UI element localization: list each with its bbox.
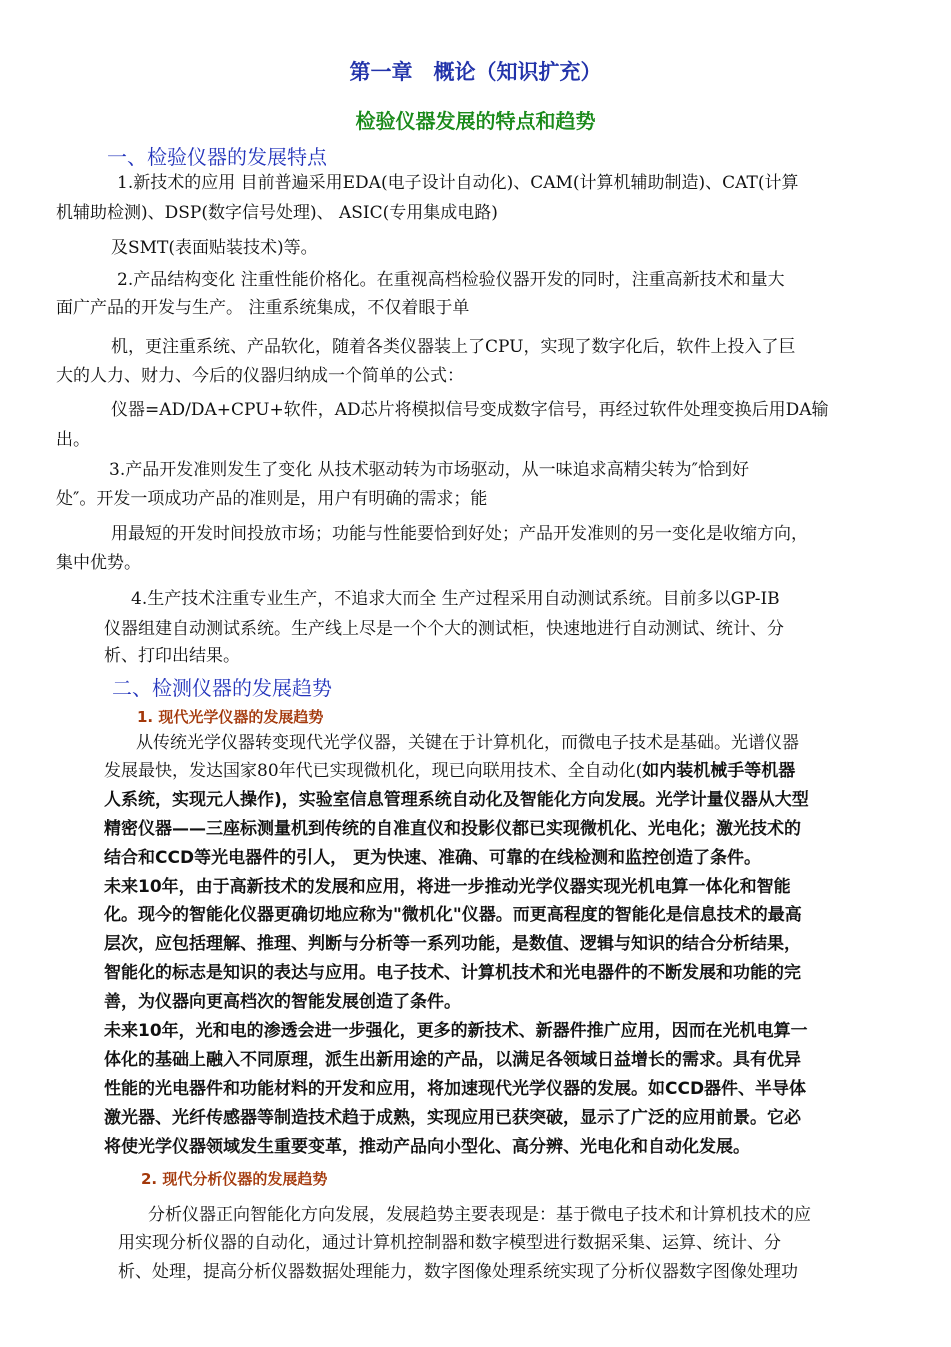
paragraph-line: 智能化的标志是知识的表达与应用。电子技术、计算机技术和光电器件的不断发展和功能的完 <box>104 963 801 983</box>
page-subtitle: 检验仪器发展的特点和趋势 <box>355 109 596 133</box>
paragraph-line: 善，为仪器向更高档次的智能发展创造了条件。 <box>104 992 461 1012</box>
paragraph-line: 从传统光学仪器转变现代光学仪器，关键在于计算机化，而微电子技术是基础。光谱仪器 <box>136 733 799 753</box>
paragraph-line: 分析仪器正向智能化方向发展，发展趋势主要表现是：基于微电子技术和计算机技术的应 <box>148 1205 811 1225</box>
paragraph-line: 体化的基础上融入不同原理，派生出新用途的产品，以满足各领域日益增长的需求。具有优异 <box>104 1050 801 1070</box>
paragraph-line: 2.产品结构变化 注重性能价格化。在重视高档检验仪器开发的同时，注重高新技术和量大 <box>117 270 785 290</box>
paragraph-line: 结合和CCD等光电器件的引人， 更为快速、准确、可靠的在线检测和监控创造了条件。 <box>104 848 761 868</box>
chapter-title: 第一章 概论（知识扩充） <box>349 60 602 84</box>
paragraph-line: 机辅助检测)、DSP(数字信号处理)、 ASIC(专用集成电路) <box>56 203 498 223</box>
paragraph-line: 机，更注重系统、产品软化，随着各类仪器装上了CPU，实现了数字化后，软件上投入了巨 <box>111 337 796 357</box>
paragraph-line: 1.新技术的应用 目前普遍采用EDA(电子设计自动化)、CAM(计算机辅助制造)、CAT(计算 <box>117 173 799 193</box>
paragraph-line: 激光器、光纤传感器等制造技术趋于成熟，实现应用已获突破，显示了广泛的应用前景。它必 <box>104 1108 801 1128</box>
paragraph-line: 集中优势。 <box>56 553 141 573</box>
section1-heading: 一、检验仪器的发展特点 <box>107 145 327 169</box>
paragraph-line: 未来10年，由于高新技术的发展和应用，将进一步推动光学仪器实现光机电算一体化和智能 <box>104 877 791 897</box>
paragraph-line: 用实现分析仪器的自动化，通过计算机控制器和数字模型进行数据采集、运算、统计、分 <box>118 1233 781 1253</box>
paragraph-line: 化。现今的智能化仪器更确切地应称为"微机化"仪器。而更高程度的智能化是信息技术的最高 <box>104 905 802 925</box>
paragraph-line: 仪器=AD/DA+CPU+软件，AD芯片将模拟信号变成数字信号，再经过软件处理变换后用DA输 <box>111 400 829 420</box>
subsection1-heading: 1. 现代光学仪器的发展趋势 <box>137 708 324 726</box>
paragraph-line: 析、打印出结果。 <box>104 646 240 666</box>
paragraph-line: 仪器组建自动测试系统。生产线上尽是一个个大的测试柜，快速地进行自动测试、统计、分 <box>104 619 784 639</box>
paragraph-line: 处″。开发一项成功产品的准则是，用户有明确的需求；能 <box>56 489 488 509</box>
section2-heading: 二、检测仪器的发展趋势 <box>112 676 332 700</box>
paragraph-line: 用最短的开发时间投放市场；功能与性能要恰到好处；产品开发准则的另一变化是收缩方向， <box>111 524 808 544</box>
paragraph-line: 及SMT(表面贴装技术)等。 <box>111 238 318 258</box>
paragraph-line: 出。 <box>56 430 90 450</box>
paragraph-line: 未来10年，光和电的渗透会进一步强化，更多的新技术、新器件推广应用，因而在光机电算一 <box>104 1021 808 1041</box>
paragraph-line: 将使光学仪器领域发生重要变革，推动产品向小型化、高分辨、光电化和自动化发展。 <box>104 1137 750 1157</box>
paragraph-line: 层次，应包括理解、推理、判断与分析等一系列功能，是数值、逻辑与知识的结合分析结果， <box>104 934 801 954</box>
paragraph-line: 面广产品的开发与生产。 注重系统集成，不仅着眼于单 <box>56 298 470 318</box>
paragraph-line: 性能的光电器件和功能材料的开发和应用，将加速现代光学仪器的发展。如CCD器件、半导体 <box>104 1079 807 1099</box>
paragraph-line: 大的人力、财力、今后的仪器归纳成一个简单的公式： <box>56 366 464 386</box>
subsection2-heading: 2. 现代分析仪器的发展趋势 <box>141 1170 328 1188</box>
paragraph-line: 精密仪器——三座标测量机到传统的自准直仪和投影仪都已实现微机化、光电化；激光技术的 <box>104 819 801 839</box>
paragraph-line: 3.产品开发准则发生了变化 从技术驱动转为市场驱动，从一味追求高精尖转为″恰到好 <box>109 460 749 480</box>
paragraph-text: 发展最快，发达国家80年代已实现微机化，现已向联用技术、全自动化( <box>104 761 643 781</box>
paragraph-line: 析、处理，提高分析仪器数据处理能力，数字图像处理系统实现了分析仪器数字图像处理功 <box>118 1262 798 1282</box>
paragraph-bold-text: 如内装机械手等机器 <box>642 761 796 781</box>
paragraph-line: 人系统，实现元人操作)，实验室信息管理系统自动化及智能化方向发展。光学计量仪器从大型 <box>104 790 809 810</box>
paragraph-line <box>104 761 795 781</box>
paragraph-line: 4.生产技术注重专业生产，不追求大而全 生产过程采用自动测试系统。目前多以GP-IB <box>131 589 780 609</box>
